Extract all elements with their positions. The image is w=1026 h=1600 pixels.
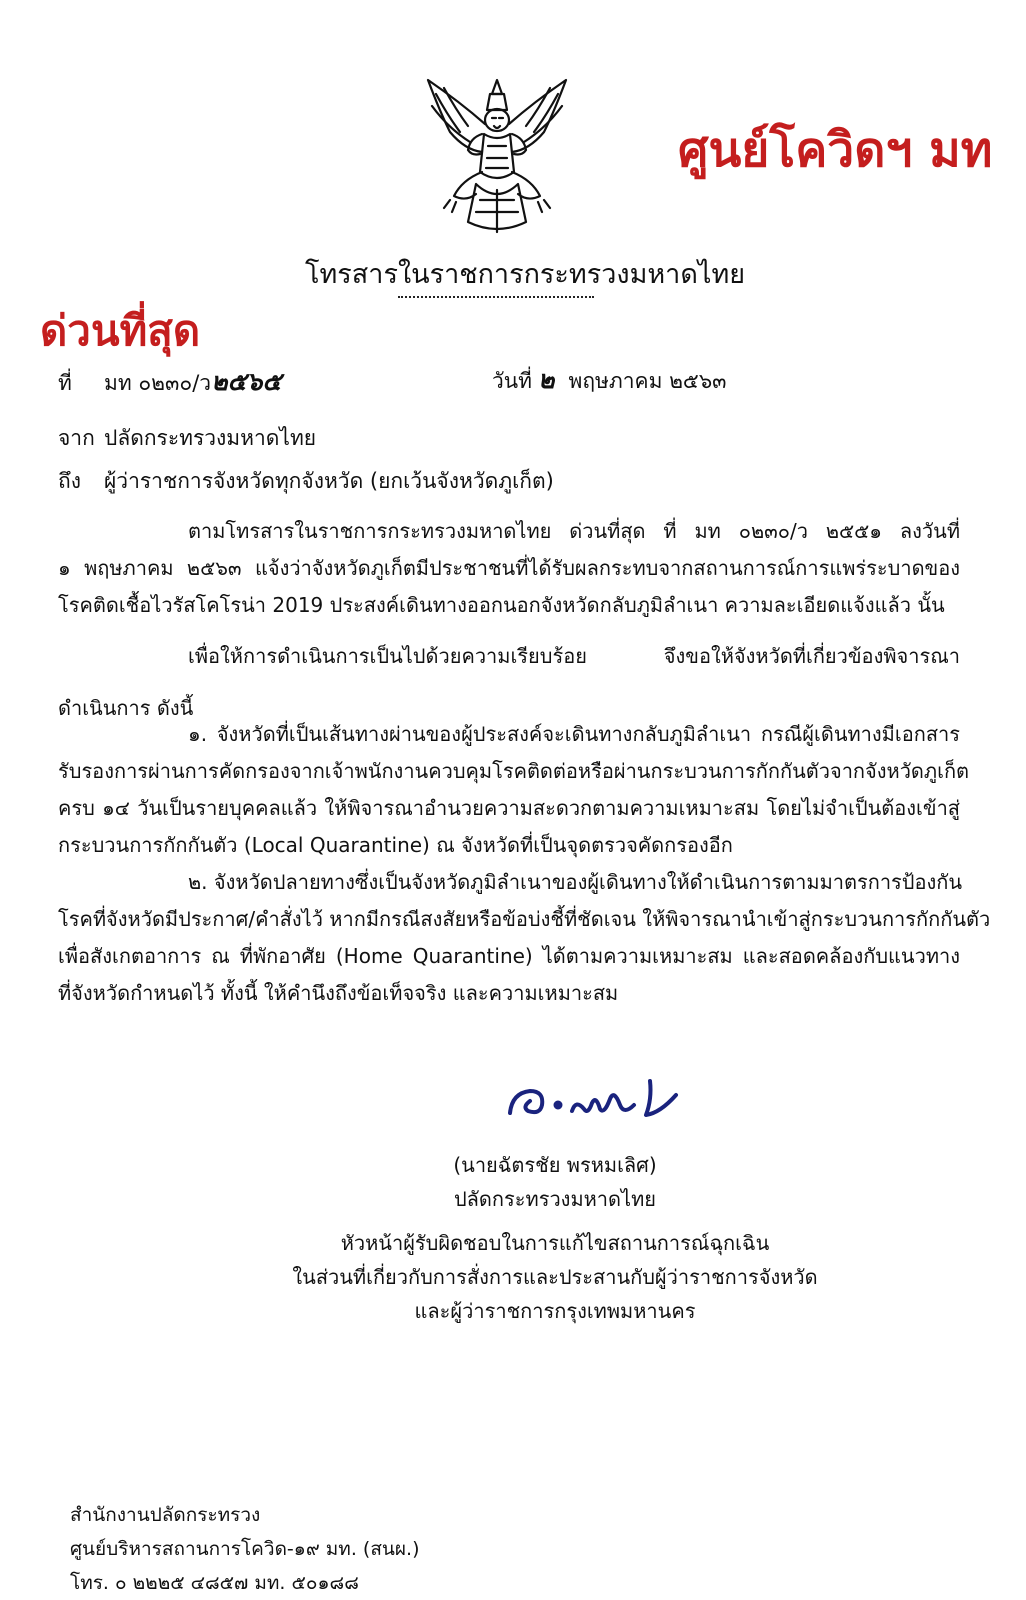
urgency-label: ด่วนที่สุด xyxy=(40,306,201,355)
office-stamp: ศูนย์โควิดฯ มท xyxy=(678,122,993,178)
footer-phone: โทร. ๐ ๒๒๒๕ ๔๘๕๗ มท. ๕๐๑๘๘ xyxy=(70,1572,359,1594)
from-line xyxy=(58,422,316,455)
to-value: ผู้ว่าราชการจังหวัดทุกจังหวัด (ยกเว้นจังหวัดภูเก็ต) xyxy=(104,469,554,493)
paragraph-1 xyxy=(58,513,960,624)
document-date xyxy=(492,360,727,400)
paragraph-4 xyxy=(58,864,991,1012)
footer-office: สำนักงานปลัดกระทรวง xyxy=(70,1504,261,1526)
date-day: ๒ xyxy=(538,365,555,394)
role-line: หัวหน้าผู้รับผิดชอบในการแก้ไขสถานการณ์ฉุกเฉิน xyxy=(340,1231,770,1255)
paragraph-line: เพื่อให้การดำเนินการเป็นไปด้วยความเรียบร้อย จึงขอให้จังหวัดที่เกี่ยวข้องพิจารณา xyxy=(188,644,960,668)
paragraph-line: ๑ พฤษภาคม ๒๕๖๓ แจ้งว่าจังหวัดภูเก็ตมีประชาชนที่ได้รับผลกระทบจากสถานการณ์การแพร่ระบาดของ xyxy=(58,556,960,580)
paragraph-line: ตามโทรสารในราชการกระทรวงมหาดไทย ด่วนที่สุด ที่ มท ๐๒๓๐/ว ๒๕๕๑ ลงวันที่ xyxy=(188,519,960,543)
from-value: ปลัดกระทรวงมหาดไทย xyxy=(104,426,317,450)
dotted-line xyxy=(398,296,594,298)
paragraph-line: ที่จังหวัดกำหนดไว้ ทั้งนี้ ให้คำนึงถึงข้อเท็จจริง และความเหมาะสม xyxy=(58,981,619,1005)
ref-prefix: มท ๐๒๓๐/ว xyxy=(104,371,212,395)
paragraph-line: ๑. จังหวัดที่เป็นเส้นทางผ่านของผู้ประสงค์จะเดินทางกลับภูมิลำเนา กรณีผู้เดินทางมีเอกสาร xyxy=(188,722,960,746)
garuda-emblem xyxy=(410,72,585,242)
document-type-heading: โทรสารในราชการกระทรวงมหาดไทย xyxy=(305,259,746,290)
paragraph-3 xyxy=(58,716,970,864)
signatory-name: (นายฉัตรชัย พรหมเลิศ) xyxy=(453,1153,657,1177)
to-line xyxy=(58,465,554,498)
role-line: ในส่วนที่เกี่ยวกับการสั่งการและประสานกับผู้ว่าราชการจังหวัด xyxy=(292,1265,818,1289)
date-label: วันที่ xyxy=(492,369,532,393)
ref-label: ที่ xyxy=(58,371,72,395)
paragraph-line: โรคที่จังหวัดมีประกาศ/คำสั่งไว้ หากมีกรณีสงสัยหรือข้อบ่งชี้ที่ชัดเจน ให้พิจารณานำเข้าสู่กระบวนการกักกันตัว xyxy=(58,907,991,931)
footer-center: ศูนย์บริหารสถานการโควิด-๑๙ มท. (สนผ.) xyxy=(70,1538,420,1560)
paragraph-line: กระบวนการกักกันตัว (Local Quarantine) ณ จังหวัดที่เป็นจุดตรวจคัดกรองอีก xyxy=(58,833,733,857)
role-line: และผู้ว่าราชการกรุงเทพมหานคร xyxy=(414,1299,696,1323)
signatory-role xyxy=(260,1226,850,1328)
reference-number xyxy=(58,362,281,402)
to-label: ถึง xyxy=(58,469,81,493)
signatory-block xyxy=(260,1148,850,1216)
footer-contact xyxy=(70,1498,420,1600)
paragraph-line: รับรองการผ่านการคัดกรองจากเจ้าพนักงานควบคุมโรคติดต่อหรือผ่านกระบวนการกักกันตัวจากจังหวัดภูเก็ต xyxy=(58,759,970,783)
signatory-position: ปลัดกระทรวงมหาดไทย xyxy=(453,1187,656,1211)
paragraph-line: โรคติดเชื้อไวรัสโคโรน่า 2019 ประสงค์เดินทางออกนอกจังหวัดกลับภูมิลำเนา ความละเอียดแจ้งแล้ว นั้น xyxy=(58,593,945,617)
from-label: จาก xyxy=(58,426,95,450)
ref-number: ๒๕๖๕ xyxy=(211,367,282,396)
paragraph-line: ครบ ๑๔ วันเป็นรายบุคคลแล้ว ให้พิจารณาอำนวยความสะดวกตามความเหมาะสม โดยไม่จำเป็นต้องเข้าสู่ xyxy=(58,796,960,820)
handwritten-signature xyxy=(500,1075,690,1125)
paragraph-line: ดำเนินการ ดังนี้ xyxy=(58,696,194,720)
date-month-year: พฤษภาคม ๒๕๖๓ xyxy=(568,369,727,393)
paragraph-line: เพื่อสังเกตอาการ ณ ที่พักอาศัย (Home Quarantine) ได้ตามความเหมาะสม และสอดคล้องกับแนวทาง xyxy=(58,944,960,968)
paragraph-line: ๒. จังหวัดปลายทางซึ่งเป็นจังหวัดภูมิลำเนาของผู้เดินทางให้ดำเนินการตามมาตรการป้องกัน xyxy=(188,870,963,894)
